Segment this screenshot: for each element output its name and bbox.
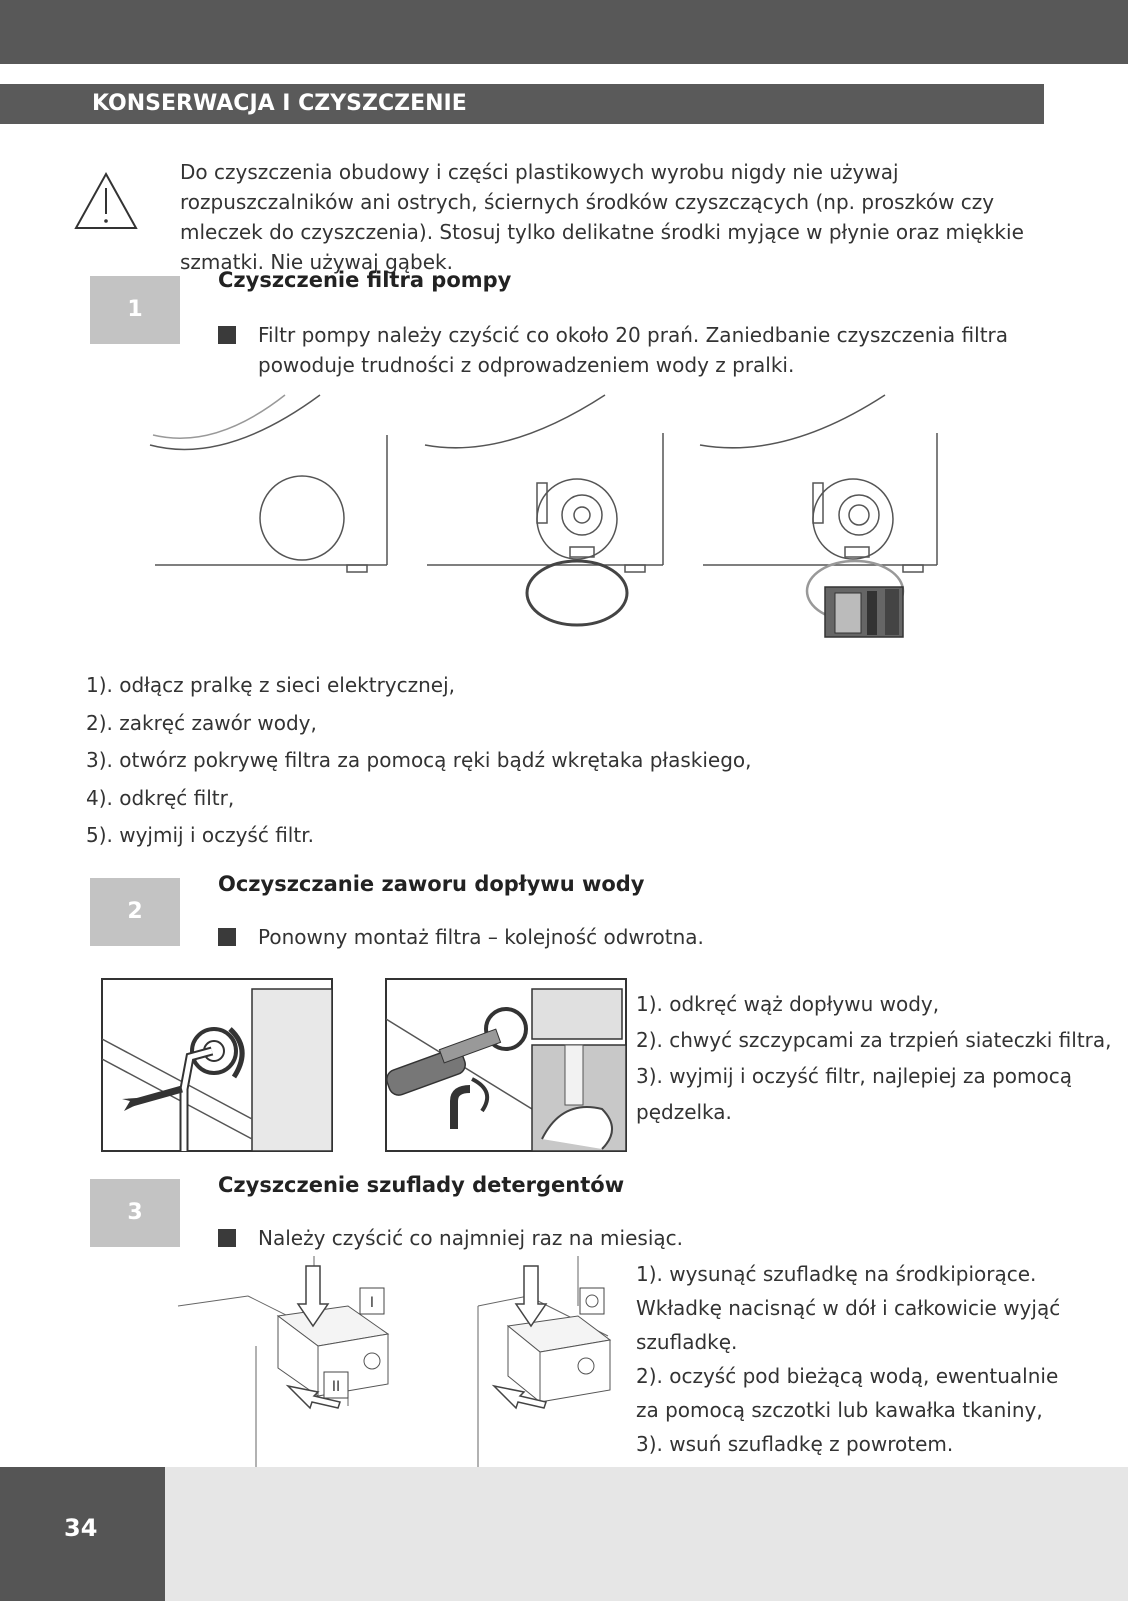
step-item: 2). chwyć szczypcami za trzpień siateczki filtra, (636, 1028, 1112, 1052)
bullet-square-icon (218, 928, 236, 946)
filter-cartridge (825, 587, 903, 637)
step-item: 3). otwórz pokrywę filtra za pomocą ręki bądź wkrętaka płaskiego, (86, 748, 752, 772)
pump-filter-illustration (145, 395, 965, 655)
drawer-label-2: II (331, 1379, 341, 1395)
section-1-title: Czyszczenie filtra pompy (218, 268, 512, 292)
page-number: 34 (64, 1514, 98, 1542)
drawer-label-1: I (369, 1295, 375, 1311)
warning-text: Do czyszczenia obudowy i części plastikowych wyrobu nigdy nie używaj rozpuszczalników ani ostrych, ściernych środków czyszczących (np. proszków czy mleczek do czyszczenia). Stosuj tylko delikatne środki myjące w płynie oraz miękkie szmatki. Nie używaj gąbek. (180, 160, 1024, 274)
detergent-drawer-illustration (178, 1256, 638, 1468)
section-2-bullet-text: Ponowny montaż filtra – kolejność odwrotna. (258, 925, 704, 949)
step-item: szufladkę. (636, 1330, 738, 1354)
section-3-title: Czyszczenie szuflady detergentów (218, 1173, 625, 1197)
step-item: 1). wysunąć szufladkę na środkipiorące. (636, 1262, 1037, 1286)
footer-bar (165, 1467, 1128, 1601)
step-item: 2). oczyść pod bieżącą wodą, ewentualnie (636, 1364, 1059, 1388)
section-1-number: 1 (90, 276, 180, 344)
step-item: Wkładkę nacisnąć w dół i całkowicie wyjąć (636, 1296, 1061, 1320)
bullet-square-icon (218, 1229, 236, 1247)
step-item: 1). odkręć wąż dopływu wody, (636, 992, 940, 1016)
section-2-steps (636, 986, 1112, 1130)
section-2-title: Oczyszczanie zaworu dopływu wody (218, 872, 645, 896)
top-bar (0, 0, 1128, 64)
step-item: 3). wsuń szufladkę z powrotem. (636, 1432, 954, 1456)
section-1-steps (86, 667, 752, 855)
section-2-number: 2 (90, 878, 180, 946)
section-1-bullet-text: Filtr pompy należy czyścić co około 20 prań. Zaniedbanie czyszczenia filtra powoduje trudności z odprowadzeniem wody z pralki. (258, 323, 1009, 377)
step-item: pędzelka. (636, 1100, 732, 1124)
step-item: 3). wyjmij i oczyść filtr, najlepiej za pomocą (636, 1064, 1072, 1088)
section-title: KONSERWACJA I CZYSZCZENIE (0, 84, 1044, 124)
step-item: za pomocą szczotki lub kawałka tkaniny, (636, 1398, 1043, 1422)
section-3-bullet-text: Należy czyścić co najmniej raz na miesiąc. (258, 1226, 683, 1250)
section-3-steps (636, 1257, 1060, 1461)
section-3-number: 3 (90, 1179, 180, 1247)
step-item: 1). odłącz pralkę z sieci elektrycznej, (86, 673, 456, 697)
warning-triangle-icon (74, 172, 138, 230)
bullet-square-icon (218, 326, 236, 344)
step-item: 5). wyjmij i oczyść filtr. (86, 823, 314, 847)
step-item: 2). zakręć zawór wody, (86, 710, 317, 735)
water-inlet-illustration (102, 979, 626, 1155)
step-item: 4). odkręć filtr, (86, 785, 235, 810)
